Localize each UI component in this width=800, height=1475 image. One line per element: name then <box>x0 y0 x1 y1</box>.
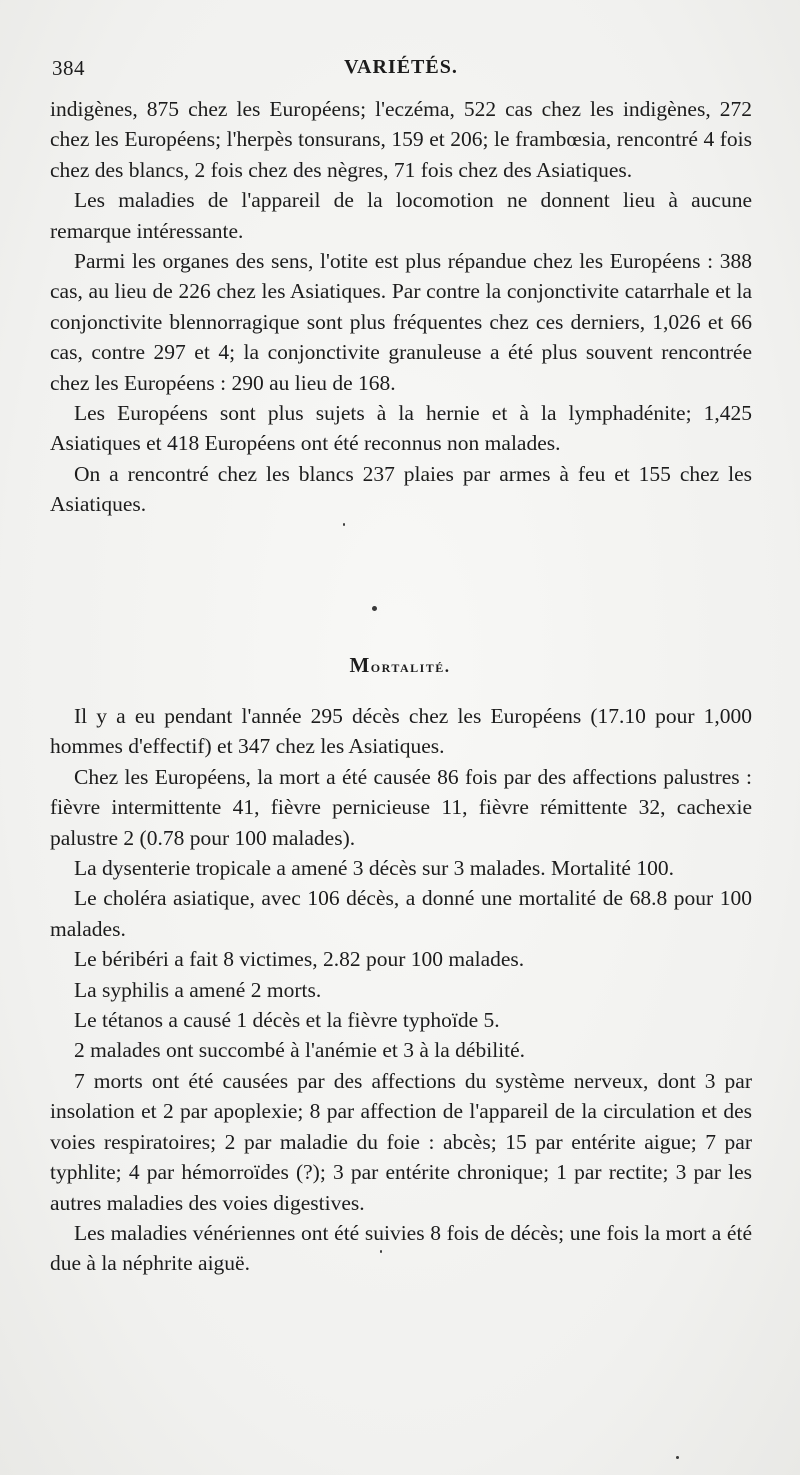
paragraph-other-causes: 7 morts ont été causées par des affections du système nerveux, dont 3 par insolation et 2 par apoplexie; 8 par affection de l'appareil de la circulation et des voies respiratoires; 2 par maladie du foie : abcès; 15 par entérite aigue; 7 par typhlite; 4 par hémorroïdes (?); 3 par entérite chronique; 1 par rectite; 3 par les autres maladies des voies digestives. <box>50 1068 752 1215</box>
paragraph-locomotion: Les maladies de l'appareil de la locomotion ne donnent lieu à aucune remarque intéressante. <box>50 188 752 243</box>
paragraph-sense-organs: Parmi les organes des sens, l'otite est plus répandue chez les Européens : 388 cas, au lieu de 226 chez les Asiatiques. Par contre la conjonctivite catarrhale et la conjonctivite blennorragique sont plus fréquentes chez ces derniers, 1,026 et 66 cas, contre 297 et 4; la conjonctivite granuleuse a été plus souvent rencontrée chez les Européens : 290 au lieu de 168. <box>50 249 752 395</box>
section-heading-rest: ortalité. <box>370 657 451 676</box>
paragraph-syphilis: La syphilis a amené 2 morts. <box>74 977 322 1002</box>
paragraph-venereal: Les maladies vénériennes ont été suivies 8 fois de décès; une fois la mort a été due à la néphrite aiguë. <box>50 1220 752 1276</box>
scan-speck <box>676 1456 679 1459</box>
paragraph-tetanus: Le tétanos a causé 1 décès et la fièvre typhoïde 5. <box>74 1008 500 1033</box>
paragraph-dysentery: La dysenterie tropicale a amené 3 décès sur 3 malades. Mortalité 100. <box>74 856 674 881</box>
paragraph-cholera: Le choléra asiatique, avec 106 décès, a donné une mortalité de 68.8 pour 100 malades. <box>50 886 752 941</box>
paragraph-gunshot-wounds: On a rencontré chez les blancs 237 plaies par armes à feu et 155 chez les Asiatiques. <box>50 461 752 517</box>
scan-speck <box>372 606 377 611</box>
paragraph-malaria: Chez les Européens, la mort a été causée 86 fois par des affections palustres : fièvre intermittente 41, fièvre pernicieuse 11, fièvre rémittente 32, cachexie palustre 2 (0.78 pour 100 malades). <box>50 764 752 850</box>
body-text-top <box>50 94 752 520</box>
running-title: VARIÉTÉS. <box>344 56 458 78</box>
paragraph-anemia: 2 malades ont succombé à l'anémie et 3 à la débilité. <box>74 1038 526 1063</box>
scan-speck <box>380 1250 382 1253</box>
paragraph-skin-diseases-continued: indigènes, 875 chez les Européens; l'eczéma, 522 cas chez les indigènes, 272 chez les Européens; l'herpès tonsurans, 159 et 206; le frambœsia, rencontré 4 fois chez des blancs, 2 fois chez des nègres, 71 fois chez des Asiatiques. <box>50 97 752 182</box>
page-number: 384 <box>52 56 85 80</box>
paragraph-beriberi: Le béribéri a fait 8 victimes, 2.82 pour 100 malades. <box>74 947 525 972</box>
paragraph-deaths-total: Il y a eu pendant l'année 295 décès chez les Européens (17.10 pour 1,000 hommes d'effectif) et 347 chez les Asiatiques. <box>50 704 752 759</box>
scan-speck <box>343 523 345 526</box>
section-heading-mortalite <box>0 653 800 678</box>
running-head <box>52 56 750 86</box>
paragraph-hernia: Les Européens sont plus sujets à la hernie et à la lymphadénite; 1,425 Asiatiques et 418 Européens ont été reconnus non malades. <box>50 401 752 456</box>
body-text-bottom <box>50 701 752 1279</box>
section-heading-initial: M <box>349 653 371 677</box>
